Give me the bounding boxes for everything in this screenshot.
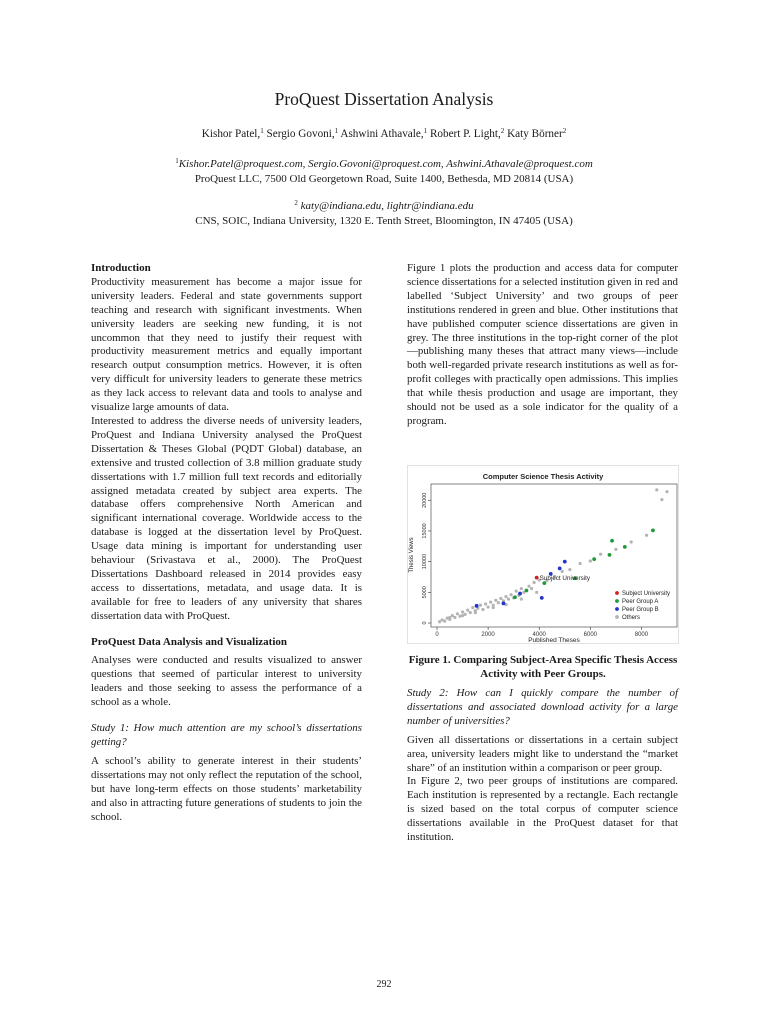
y-tick-label: 10000	[422, 553, 428, 570]
data-point-peer-group-a	[592, 557, 596, 561]
paper-title: ProQuest Dissertation Analysis	[274, 89, 494, 109]
data-point-others	[520, 587, 523, 590]
data-point-others	[568, 568, 571, 571]
data-point-others	[471, 606, 474, 609]
legend-marker	[615, 599, 619, 603]
x-tick-label: 2000	[481, 632, 495, 638]
y-axis-label: Thesis Views	[409, 537, 415, 573]
y-tick-label: 20000	[422, 492, 428, 508]
section-heading-introduction: Introduction	[91, 262, 151, 274]
data-point-others	[589, 559, 592, 562]
study-question: Study 1: How much attention are my school’s dissertations getting?	[91, 722, 362, 748]
data-point-others	[507, 597, 510, 600]
x-tick-label: 8000	[634, 632, 649, 638]
data-point-others	[461, 610, 464, 613]
paragraph: Given all dissertations or dissertations in a certain subject area, university leaders might like to understand the “market share” of an institution within a comparison or peer group.	[407, 733, 678, 774]
data-point-subject-university	[535, 576, 539, 580]
data-point-others	[533, 581, 536, 584]
data-point-peer-group-b	[558, 566, 562, 570]
data-point-others	[530, 587, 533, 590]
data-point-others	[561, 570, 564, 573]
affiliation-indiana: $^2$ katy@indiana.edu, lightr@indiana.edu CNS, SOIC, Indiana University, 1320 E. Tenth Street, Bloomington, IN 47405 (USA)	[0, 199, 768, 229]
data-point-others	[484, 602, 487, 605]
data-point-others	[510, 593, 513, 596]
data-point-peer-group-a	[651, 528, 655, 532]
paragraph: Analyses were conducted and results visualized to answer questions that seemed of particular interest to university leaders and those seeking to assess the performance of a school as a whole.	[91, 654, 362, 709]
left-column	[91, 262, 362, 824]
page-number: 292	[376, 979, 392, 990]
data-point-others	[451, 614, 454, 617]
data-point-others	[665, 490, 668, 493]
data-point-others	[655, 488, 658, 491]
author-list: Kishor Patel,$^1$ Sergio Govoni,$^1$ Ashwini Athavale,$^1$ Robert P. Light,$^2$ Katy Börner$^2$	[201, 127, 567, 140]
data-point-others	[481, 608, 484, 611]
figure-caption: Figure 1. Comparing Subject-Area Specific Thesis Access Activity with Peer Groups.	[408, 654, 678, 680]
y-tick-label: 15000	[422, 523, 428, 539]
author: Ashwini Athavale,	[340, 128, 424, 140]
legend-marker	[615, 615, 619, 619]
data-point-others	[487, 605, 490, 608]
author-emails: Kishor.Patel@proquest.com, Sergio.Govoni@proquest.com, Ashwini.Athavale@proquest.com	[178, 158, 593, 170]
paragraph: Figure 1 plots the production and access data for computer science dissertations for a selected institution given in red and labelled ‘Subject University’ and two groups of peer institutions rendered in green and blue. Other institutions that have published computer science dissertations are given in grey. The three institutions in the top-right corner of the plot—publishing many theses that attract many views—include both well-regarded private research institutions as well as for-profit colleges with practically open admissions. This implies that while thesis production and usage are important, they should not be used as a sole indicator for the quality of a program.	[407, 262, 678, 427]
author-emails: katy@indiana.edu, lightr@indiana.edu	[300, 200, 474, 212]
legend-label: Subject University	[622, 591, 671, 598]
data-point-others	[448, 616, 451, 619]
data-point-others	[645, 534, 648, 537]
data-point-peer-group-a	[525, 589, 529, 593]
data-point-others	[489, 601, 492, 604]
data-point-others	[497, 601, 500, 604]
data-point-peer-group-b	[563, 560, 567, 564]
affiliation-address: CNS, SOIC, Indiana University, 1320 E. Tenth Street, Bloomington, IN 47405 (USA)	[195, 215, 573, 227]
data-point-others	[438, 620, 441, 623]
data-point-peer-group-b	[540, 596, 544, 600]
data-point-peer-group-a	[513, 595, 517, 599]
paragraph: In Figure 2, two peer groups of institutions are compared. Each institution is represented by a rectangle. Each rectangle is sized based on the total corpus of computer science dissertations available in the ProQuest dataset for that institution.	[407, 775, 678, 844]
data-point-others	[466, 609, 469, 612]
x-axis-label: Published Theses	[528, 637, 580, 644]
section-heading-analysis: ProQuest Data Analysis and Visualization	[91, 635, 287, 648]
data-point-others	[499, 597, 502, 600]
study-question: Study 2: How can I quickly compare the number of dissertations and associated download activity for a large number of universities?	[407, 687, 678, 727]
paragraph: A school’s ability to generate interest in their students’ dissertations may not only reflect the reputation of the school, but have long-term effects on those students’ marketability and also in attracting future generations of students to join the school.	[91, 754, 362, 823]
author: Katy Börner	[507, 128, 563, 140]
legend-label: Peer Group B	[622, 607, 659, 614]
right-column-bottom	[407, 687, 678, 845]
data-point-others	[579, 562, 582, 565]
data-point-others	[527, 585, 530, 588]
x-tick-label: 4000	[532, 632, 546, 638]
author: Robert P. Light,	[429, 128, 501, 140]
data-point-peer-group-b	[475, 604, 479, 608]
legend-label: Peer Group A	[622, 599, 659, 606]
right-column-top	[407, 262, 678, 429]
x-tick-label: 6000	[583, 632, 598, 638]
data-point-peer-group-a	[623, 545, 627, 549]
scatter-plot	[407, 465, 679, 644]
data-point-peer-group-b	[502, 601, 506, 605]
paragraph: Productivity measurement has become a major issue for university leaders. Federal and state governments support teaching and research with significant investments. When university leaders are seeking new funding, it is not uncommon that they need to justify their request with productivity measurement metrics and equally important research output consumption metrics. However, it is often very difficult for university leaders to generate these metrics as they lack access to relevant data and tools to analyse and visualize large amounts of data.	[91, 275, 362, 414]
legend-label: Others	[622, 615, 641, 622]
data-point-others	[599, 553, 602, 556]
data-point-others	[443, 620, 446, 623]
data-point-others	[453, 616, 456, 619]
data-point-others	[535, 591, 538, 594]
chart-title: Computer Science Thesis Activity	[482, 472, 604, 481]
data-point-others	[660, 498, 663, 501]
author: Sergio Govoni,	[266, 128, 335, 140]
y-tick-label: 0	[422, 621, 428, 625]
y-tick-label: 5000	[422, 586, 428, 599]
data-point-others	[469, 611, 472, 614]
data-point-peer-group-a	[610, 539, 614, 543]
data-point-others	[614, 548, 617, 551]
data-point-others	[461, 614, 464, 617]
author: Kishor Patel,	[201, 128, 261, 140]
data-point-others	[520, 597, 523, 600]
data-point-peer-group-a	[608, 553, 612, 557]
data-point-peer-group-b	[518, 592, 522, 596]
data-point-others	[504, 595, 507, 598]
affiliation-proquest: $^1$Kishor.Patel@proquest.com, Sergio.Govoni@proquest.com, Ashwini.Athavale@proquest.com ProQuest LLC, 7500 Old Georgetown Road, Suite 1400, Bethesda, MD 20814 (USA)	[0, 157, 768, 187]
figure-1-chart	[407, 465, 679, 644]
paragraph: Interested to address the diverse needs of university leaders, ProQuest and Indiana University analysed the ProQuest Dissertation & Theses Global (PQDT Global) database, an extensive and trusted collection of 3.8 million graduate study dissertations with 1.7 million full text records and editorially assigned metadata created by subject area experts. The database offers comprehensive North American and significant international coverage. Worldwide access to the database is logged at the dissertation level by ProQuest. Usage data mining is important for understanding user behaviour (Srivastava et al., 2000). The ProQuest Dissertations Dashboard released in 2014 provides easy access to dissertations, metadata, and usage data. It is available for free to leaders of any university that shares dissertation data with ProQuest.	[91, 414, 362, 622]
data-point-others	[515, 589, 518, 592]
data-point-others	[479, 604, 482, 607]
subject-university-annotation: Subject University	[539, 575, 591, 583]
data-point-others	[630, 540, 633, 543]
data-point-others	[474, 611, 477, 614]
legend-marker	[615, 591, 619, 595]
data-point-others	[456, 612, 459, 615]
x-tick-label: 0	[435, 632, 439, 638]
legend-marker	[615, 607, 619, 611]
data-point-others	[492, 606, 495, 609]
data-point-others	[494, 599, 497, 602]
affiliation-address: ProQuest LLC, 7500 Old Georgetown Road, Suite 1400, Bethesda, MD 20814 (USA)	[194, 173, 574, 185]
